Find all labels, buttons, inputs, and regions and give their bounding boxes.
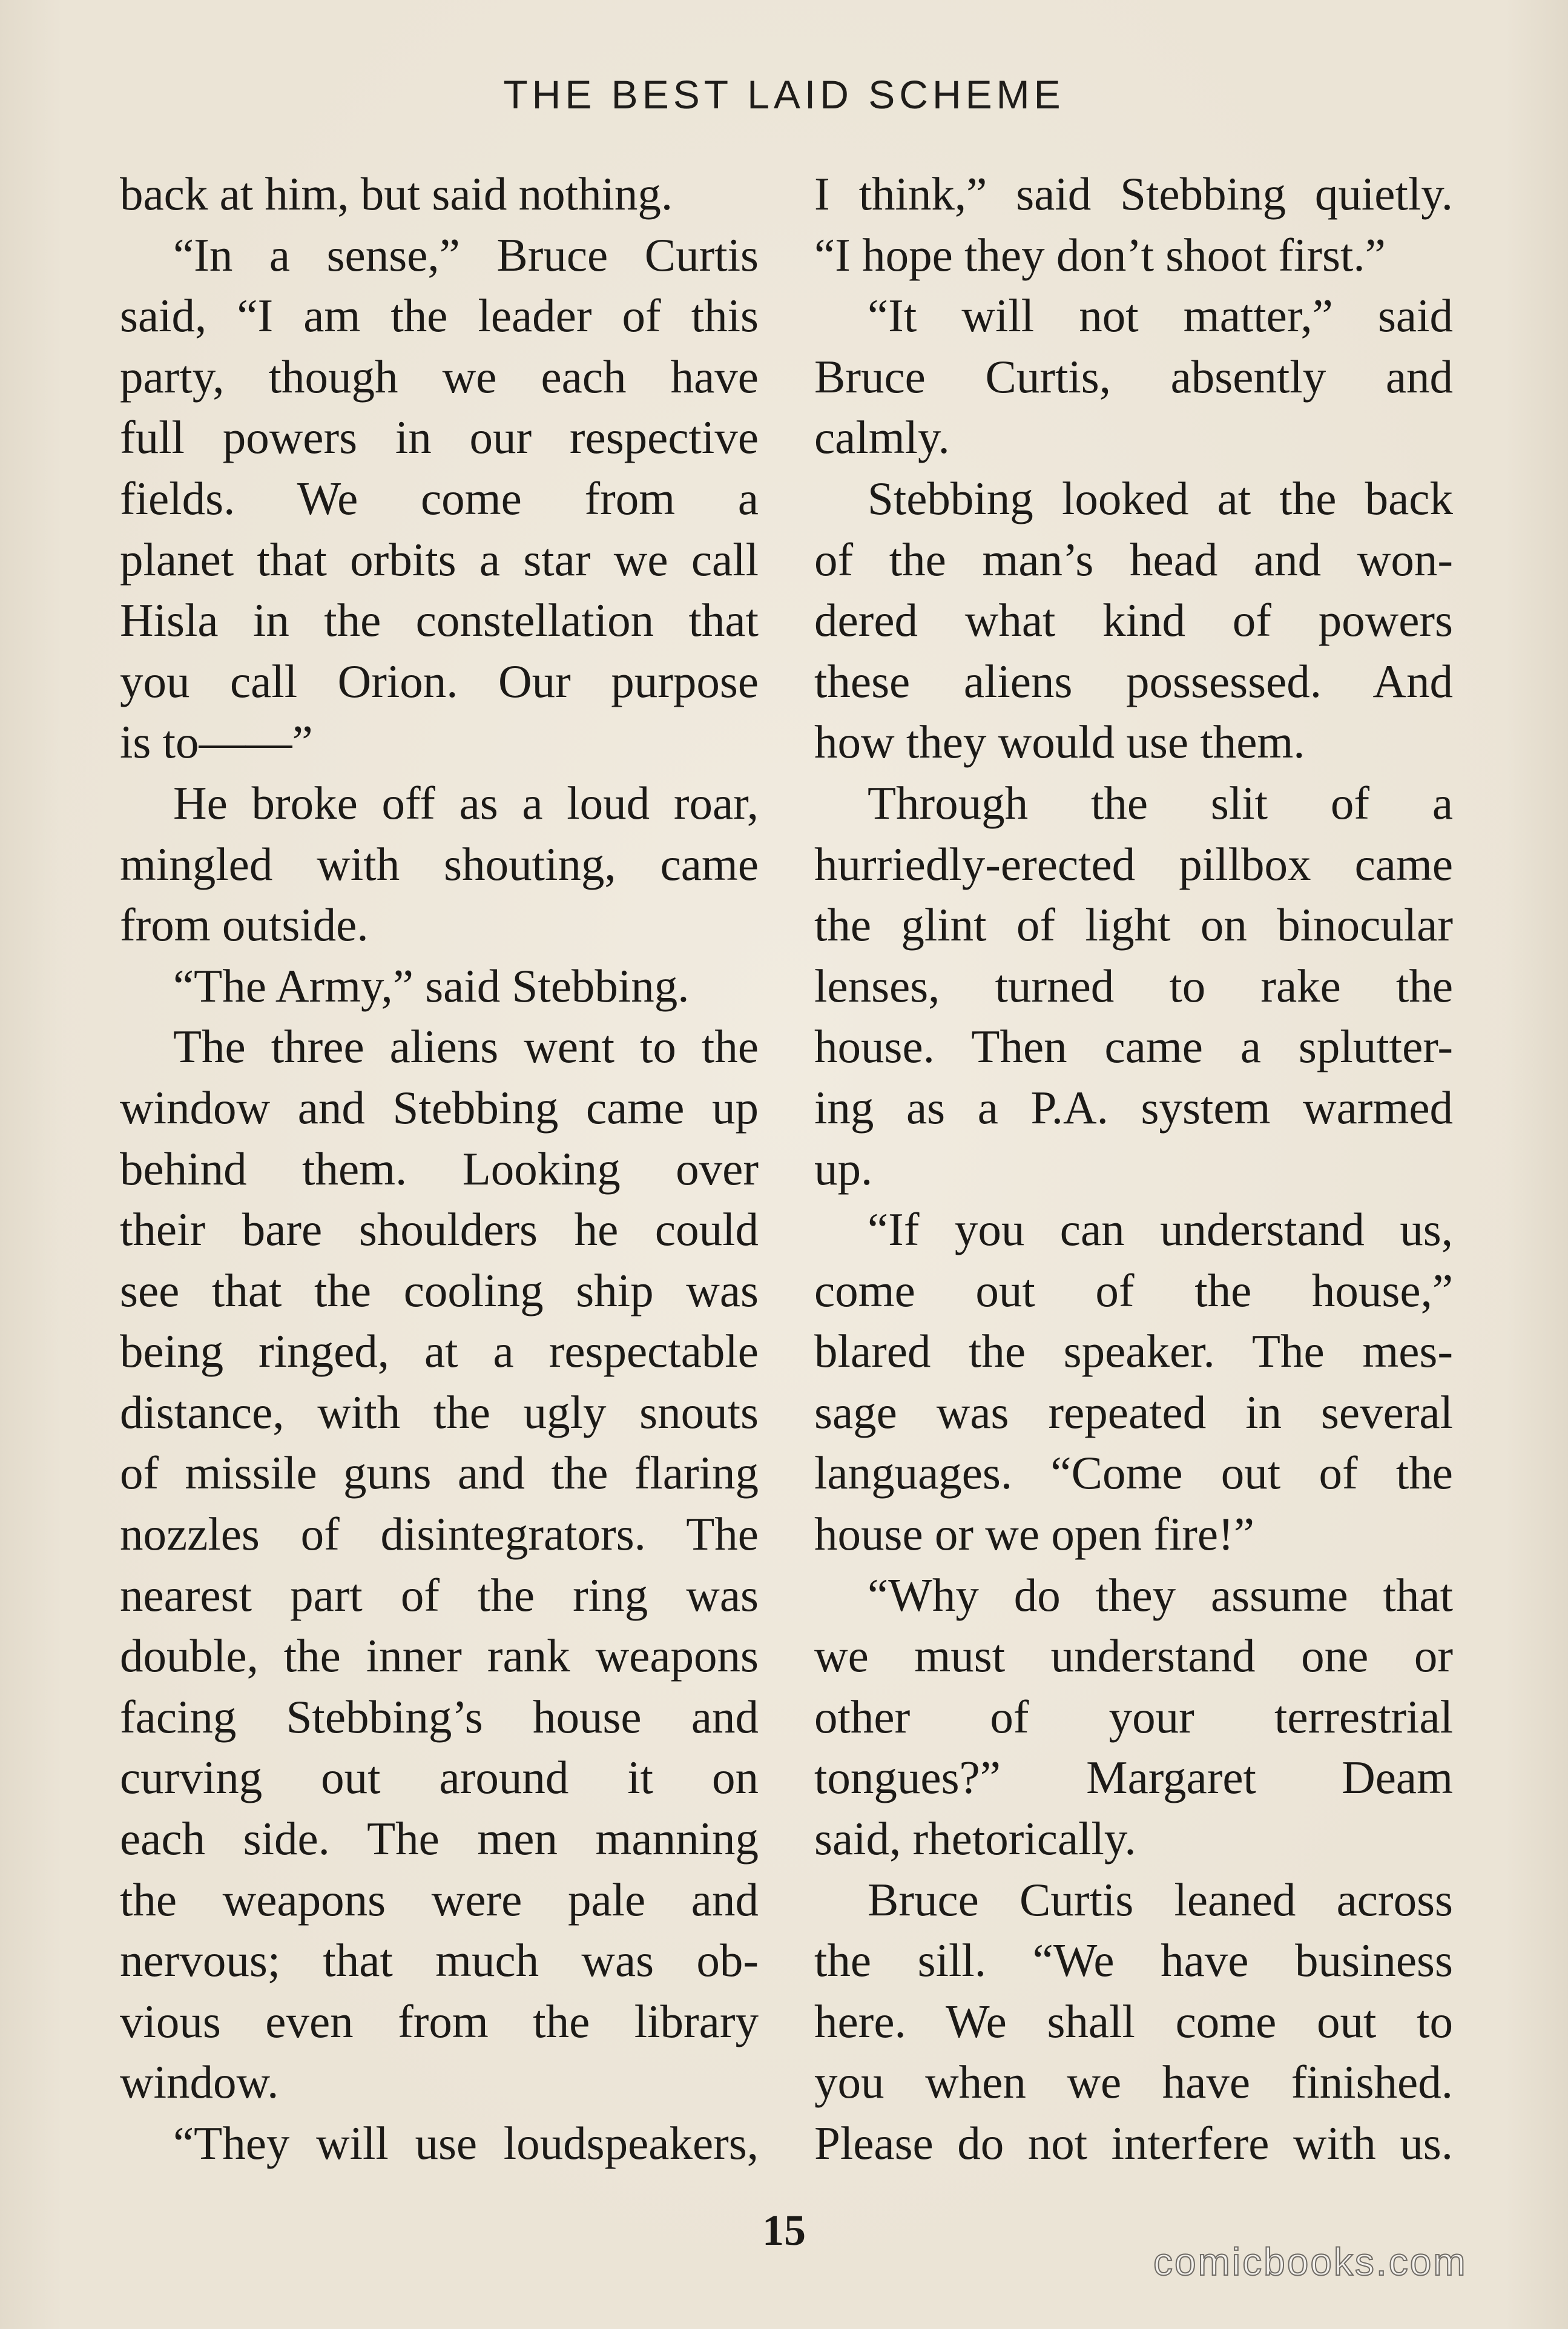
text-line: you call Orion. Our purpose — [120, 655, 759, 707]
text-line: He broke off as a loud roar, — [173, 776, 759, 829]
text-line: “I hope they don’t shoot first.” — [814, 228, 1386, 281]
text-line: distance, with the ugly snouts — [120, 1386, 759, 1438]
text-line: window and Stebbing came up — [120, 1081, 759, 1134]
text-line: said, rhetorically. — [814, 1812, 1136, 1865]
text-line: Hisla in the constellation that — [120, 594, 759, 647]
text-line: the sill. “We have business — [814, 1934, 1453, 1987]
text-line: Through the slit of a — [868, 776, 1453, 829]
text-line: each side. The men manning — [120, 1812, 759, 1865]
text-line: said, “I am the leader of this — [120, 289, 759, 342]
watermark-text: comicbooks.com — [1153, 2240, 1468, 2284]
text-line: nervous; that much was ob- — [120, 1934, 759, 1987]
text-line: vious even from the library — [120, 1995, 759, 2047]
text-line: dered what kind of powers — [814, 594, 1453, 647]
text-line: double, the inner rank weapons — [120, 1630, 759, 1682]
text-line: nearest part of the ring was — [120, 1568, 759, 1621]
text-line: ing as a P.A. system warmed — [814, 1081, 1453, 1134]
text-line: hurriedly-erected pillbox came — [814, 837, 1453, 890]
text-line: house or we open fire!” — [814, 1508, 1254, 1561]
text-line: party, though we each have — [120, 350, 759, 403]
text-line: behind them. Looking over — [120, 1142, 759, 1195]
text-line: Stebbing looked at the back — [868, 472, 1453, 524]
text-line: house. Then came a splutter- — [814, 1020, 1453, 1073]
text-line: “It will not matter,” said — [868, 289, 1453, 342]
text-line: being ringed, at a respectable — [120, 1325, 759, 1378]
text-line: sage was repeated in several — [814, 1386, 1453, 1438]
text-line: “In a sense,” Bruce Curtis — [173, 228, 759, 281]
text-line: tongues?” Margaret Deam — [814, 1751, 1453, 1804]
text-line: of missile guns and the flaring — [120, 1447, 759, 1499]
right-text-column — [814, 164, 1453, 2174]
running-title: THE BEST LAID SCHEME — [503, 72, 1065, 117]
text-line: see that the cooling ship was — [120, 1264, 759, 1316]
text-line: from outside. — [120, 899, 369, 951]
text-line: “The Army,” said Stebbing. — [173, 959, 690, 1012]
text-line: fields. We come from a — [120, 472, 759, 524]
text-line: The three aliens went to the — [173, 1020, 759, 1073]
text-line: other of your terrestrial — [814, 1690, 1453, 1743]
text-line: these aliens possessed. And — [814, 655, 1453, 707]
text-line: here. We shall come out to — [814, 1995, 1453, 2047]
left-text-column — [120, 164, 759, 2174]
text-line: “They will use loudspeakers, — [173, 2117, 759, 2169]
text-line: “Why do they assume that — [868, 1568, 1453, 1621]
text-line: I think,” said Stebbing quietly. — [814, 168, 1453, 220]
text-line: of the man’s head and won- — [814, 533, 1453, 586]
text-line: blared the speaker. The mes- — [814, 1325, 1453, 1378]
text-line: window. — [120, 2056, 279, 2109]
text-line: planet that orbits a star we call — [120, 533, 759, 586]
text-line: come out of the house,” — [814, 1264, 1453, 1316]
text-line: we must understand one or — [814, 1630, 1453, 1682]
text-line: is to——” — [120, 716, 313, 768]
text-line: their bare shoulders he could — [120, 1203, 759, 1256]
text-line: Bruce Curtis leaned across — [868, 1873, 1453, 1926]
text-line: “If you can understand us, — [868, 1203, 1453, 1256]
page-number: 15 — [762, 2206, 806, 2255]
text-line: full powers in our respective — [120, 411, 759, 464]
text-line: lenses, turned to rake the — [814, 959, 1453, 1012]
text-line: back at him, but said nothing. — [120, 168, 673, 220]
text-line: calmly. — [814, 411, 950, 464]
text-line: the glint of light on binocular — [814, 899, 1453, 951]
text-line: facing Stebbing’s house and — [120, 1690, 759, 1743]
text-line: the weapons were pale and — [120, 1873, 759, 1926]
text-line: how they would use them. — [814, 716, 1305, 768]
text-line: curving out around it on — [120, 1751, 759, 1804]
text-line: mingled with shouting, came — [120, 837, 759, 890]
text-line: up. — [814, 1142, 873, 1195]
text-line: nozzles of disintegrators. The — [120, 1508, 759, 1561]
text-line: Please do not interfere with us. — [814, 2117, 1453, 2169]
text-line: Bruce Curtis, absently and — [814, 350, 1453, 403]
text-line: you when we have finished. — [814, 2056, 1453, 2109]
text-line: languages. “Come out of the — [814, 1447, 1453, 1499]
